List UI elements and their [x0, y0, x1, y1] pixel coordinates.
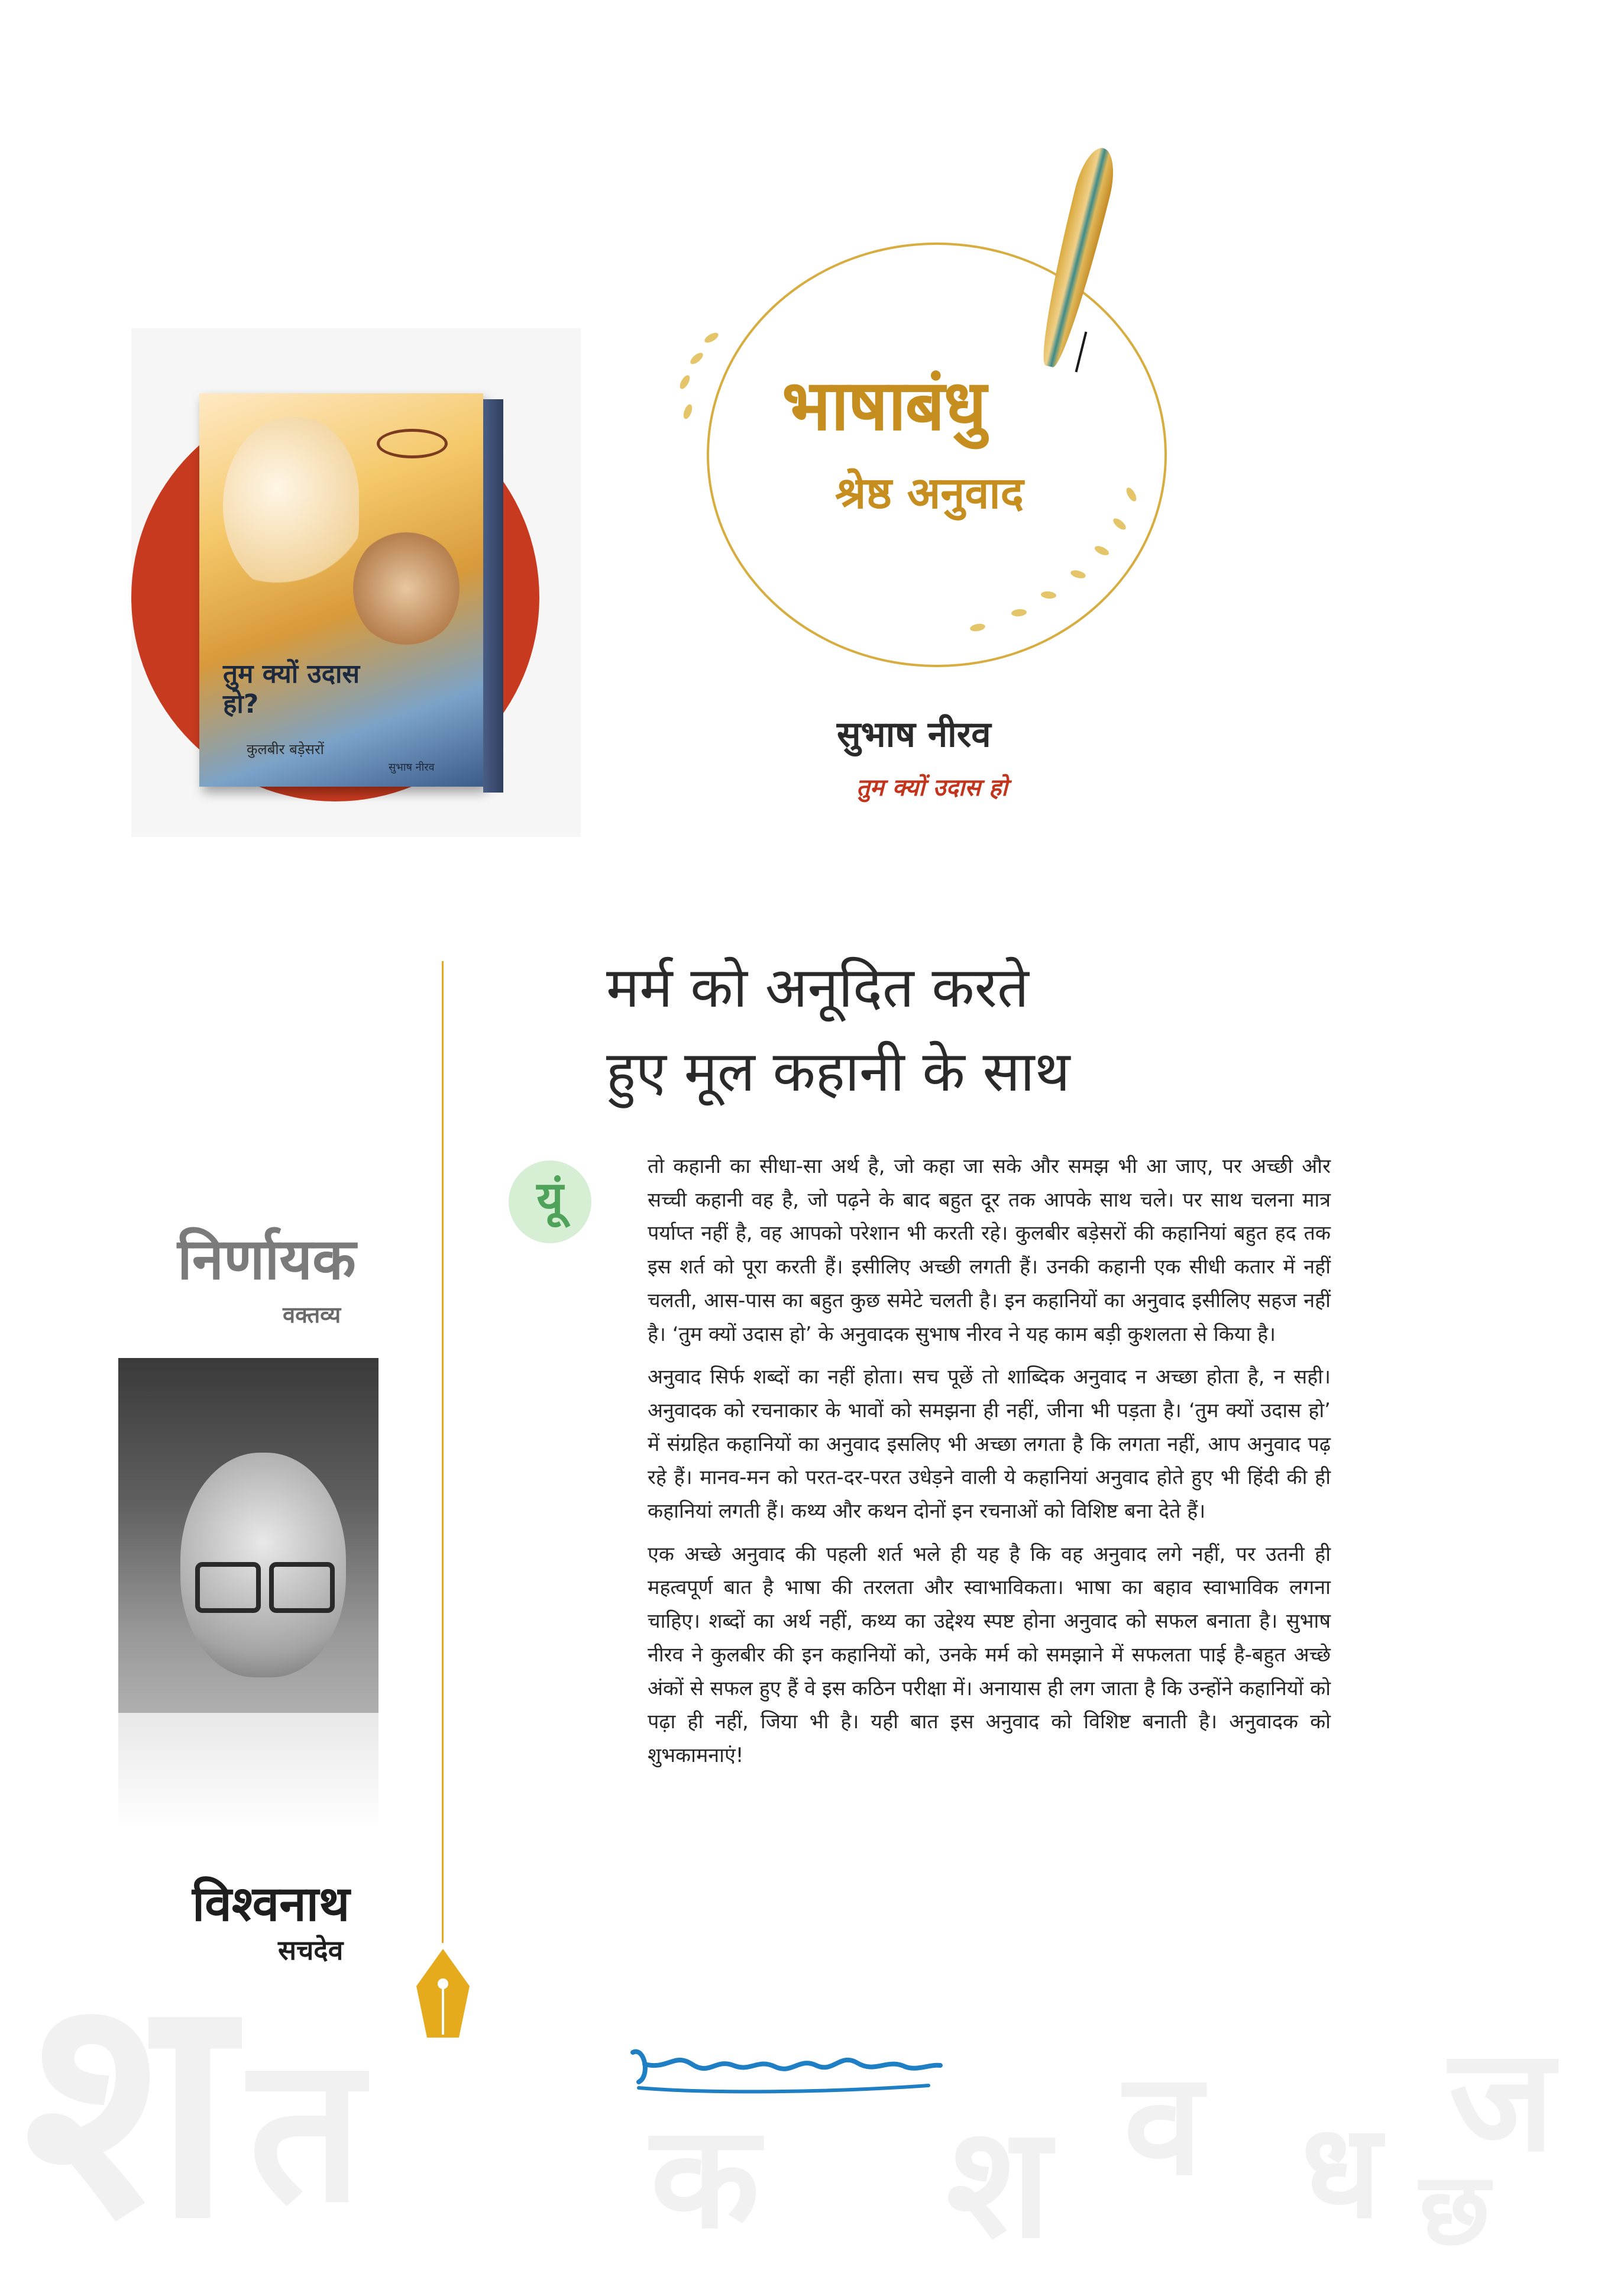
dropcap-text: यूं [536, 1172, 564, 1226]
watermark-glyph: श [946, 2092, 1051, 2272]
book-image [199, 393, 507, 801]
judge-sub-label: वक्तव्य [283, 1302, 341, 1328]
article-headline [606, 946, 1070, 1114]
judge-label: निर्णायक [177, 1226, 356, 1292]
logo-subtitle: श्रेष्ठ अनुवाद [835, 468, 1024, 519]
watermark-glyph: छ [1419, 2150, 1490, 2268]
watermark-glyph: श [24, 1925, 233, 2286]
book-cover-translator: सुभाष नीरव [389, 761, 435, 774]
logo-ring [707, 242, 1167, 667]
article-paragraph: तो कहानी का सीधा-सा अर्थ है, जो कहा जा सके और समझ भी आ जाए, पर अच्छी और सच्ची कहानी वह है, जो पढ़ने के बाद बहुत दूर तक आपके साथ चले। पर साथ चलना मात्र पर्याप्त नहीं है, वह आपको परेशान भी करती रहे। कुलबीर बड़ेसरों की कहानियां बहुत हद तक इस शर्त को पूरा करती हैं। इसीलिए अच्छी लगती हैं। उनकी कहानी एक सीधी कतार में नहीं चलती, आस-पास का बहुत कुछ समेटे चलती है। इन कहानियों का अनुवाद इसीलिए सहज नहीं है। ‘तुम क्यों उदास हो’ के अनुवादक सुभाष नीरव ने यह काम बड़ी कुशलता से किया है। [648, 1155, 1331, 1346]
dropcap-badge [509, 1160, 591, 1243]
cover-illustration-man [353, 529, 460, 648]
watermark-glyph: व [1124, 2040, 1203, 2207]
cover-illustration-eye [377, 429, 448, 458]
laurel-leaf-icon [688, 351, 705, 366]
judge-first-name: विश्वनाथ [192, 1876, 350, 1932]
article-paragraph: अनुवाद सिर्फ शब्दों का नहीं होता। सच पूछें तो शाब्दिक अनुवाद न अच्छा होता है, न सही। अनुवादक को रचनाकार के भावों को समझना ही नहीं, जीना भी पड़ता है। ‘तुम क्यों उदास हो’ में संग्रहित कहानियों का अनुवाद इसलिए भी अच्छा लगता है कि लगता नहीं, आप अनुवाद पढ़ रहे हैं। मानव-मन को परत-दर-परत उधेड़ने वाली ये कहानियां अनुवाद होते हुए भी हिंदी की ही कहानियां लगती हैं। कथ्य और कथन दोनों इन रचनाओं को विशिष्ट बना देते हैं। [648, 1365, 1331, 1524]
logo-title: भाषाबंधु [782, 364, 986, 446]
cover-illustration-woman [223, 417, 359, 594]
pen-nib-slit [442, 1987, 444, 2035]
book-cover-panel [131, 328, 581, 837]
article-paragraph: एक अच्छे अनुवाद की पहली शर्त भले ही यह है कि वह अनुवाद लगे नहीं, पर उतनी ही महत्वपूर्ण बात है भाषा की तरलता और स्वाभाविकता। भाषा का बहाव स्वाभाविक लगना चाहिए। शब्दों का अर्थ नहीं, कथ्य का उद्देश्य स्पष्ट होना अनुवाद को सफल बनाता है। सुभाष नीरव ने कुलबीर की इन कहानियों को, उनके मर्म को समझाने में सफलता पाई है-बहुत अच्छे अंकों से सफल हुए हैं वे इस कठिन परीक्षा में। अनायास ही लग जाता है कि उन्होंने कहानियों को पढ़ा ही नहीं, जिया भी है। यही बात इस अनुवाद को विशिष्ट बनाती है। अनुवादक को शुभकामनाएं! [648, 1542, 1331, 1767]
article-body [648, 1150, 1331, 1782]
laurel-leaf-icon [703, 331, 720, 344]
book-front-cover [199, 393, 483, 787]
translator-name: सुभाष नीरव [837, 714, 991, 755]
book-cover-author: कुलबीर बड़ेसरों [247, 741, 324, 758]
vertical-divider [442, 961, 444, 1943]
portrait-glasses-left [195, 1562, 261, 1613]
portrait-glasses-right [269, 1562, 335, 1613]
watermark-glyph: ज [1449, 2016, 1555, 2183]
watermark-glyph: त [248, 2011, 363, 2247]
watermark-glyph: क [651, 2093, 760, 2260]
headline-line-1: मर्म को अनूदित करते [606, 956, 1029, 1020]
judge-signature [621, 2029, 952, 2100]
portrait-shirt [118, 1713, 378, 1825]
book-spine [483, 399, 503, 793]
book-title-label: तुम क्यों उदास हो [856, 774, 1008, 801]
laurel-leaf-icon [678, 374, 691, 391]
judge-portrait [118, 1358, 378, 1825]
watermark-glyph: ध [1301, 2094, 1382, 2247]
laurel-leaf-icon [682, 403, 694, 421]
judge-surname: सचदेव [278, 1934, 344, 1966]
book-cover-title: तुम क्यों उदास हो? [223, 659, 360, 719]
headline-line-2: हुए मूल कहानी के साथ [606, 1040, 1070, 1104]
